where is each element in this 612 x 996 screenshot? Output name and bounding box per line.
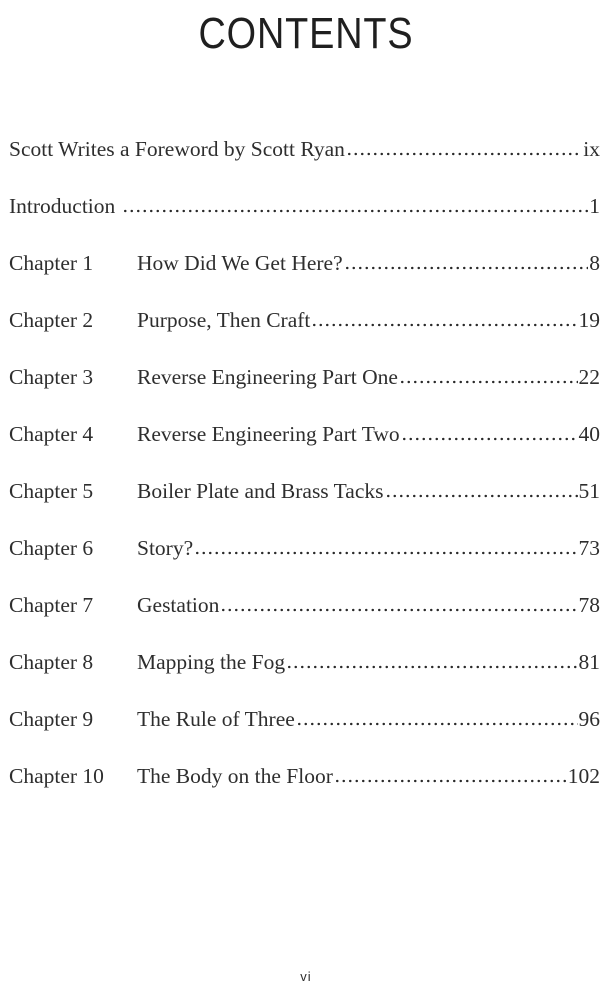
chapter-label: Chapter 10 bbox=[9, 763, 104, 788]
chapter-label: Chapter 7 bbox=[9, 592, 94, 617]
dot-leader bbox=[385, 494, 578, 498]
entry-page-number: 22 bbox=[578, 364, 600, 389]
chapter-label: Chapter 3 bbox=[9, 364, 94, 389]
entry-page-number: 8 bbox=[589, 250, 600, 275]
entry-page-number: 51 bbox=[578, 478, 600, 503]
entry-title: The Body on the Floor bbox=[137, 763, 333, 788]
entry-page-number: 73 bbox=[578, 535, 600, 560]
entry-title: Purpose, Then Craft bbox=[137, 307, 311, 332]
entry-page-number: 1 bbox=[589, 193, 600, 218]
toc-entry-chapter-8 bbox=[9, 650, 600, 707]
entry-title: How Did We Get Here? bbox=[137, 250, 343, 275]
table-of-contents bbox=[9, 137, 600, 821]
dot-leader bbox=[401, 437, 578, 441]
dot-leader bbox=[194, 551, 577, 555]
entry-page-number: 102 bbox=[567, 763, 600, 788]
chapter-label: Chapter 1 bbox=[9, 250, 94, 275]
chapter-label: Chapter 4 bbox=[9, 421, 94, 446]
entry-title: Introduction bbox=[9, 193, 121, 218]
chapter-label: Chapter 9 bbox=[9, 706, 94, 731]
entry-title: Mapping the Fog bbox=[137, 649, 286, 674]
toc-entry-chapter-7 bbox=[9, 593, 600, 650]
toc-entry-introduction bbox=[9, 194, 600, 251]
toc-entry-chapter-4 bbox=[9, 422, 600, 479]
entry-page-number: 96 bbox=[578, 706, 600, 731]
entry-title: Boiler Plate and Brass Tacks bbox=[137, 478, 384, 503]
toc-entry-foreword bbox=[9, 137, 600, 194]
entry-title: Scott Writes a Foreword by Scott Ryan bbox=[9, 136, 345, 161]
dot-leader bbox=[346, 152, 582, 156]
folio-page-number: vi bbox=[300, 969, 312, 984]
dot-leader bbox=[220, 608, 577, 612]
page-title: CONTENTS bbox=[198, 9, 414, 58]
chapter-label: Chapter 5 bbox=[9, 478, 94, 503]
dot-leader bbox=[286, 665, 577, 669]
entry-page-number: 78 bbox=[578, 592, 600, 617]
entry-title: Story? bbox=[137, 535, 194, 560]
entry-title: Reverse Engineering Part Two bbox=[137, 421, 400, 446]
chapter-label: Chapter 2 bbox=[9, 307, 94, 332]
chapter-label: Chapter 8 bbox=[9, 649, 94, 674]
dot-leader bbox=[334, 779, 567, 783]
chapter-label: Chapter 6 bbox=[9, 535, 94, 560]
entry-page-number: ix bbox=[583, 136, 600, 161]
entry-title: Gestation bbox=[137, 592, 220, 617]
toc-entry-chapter-3 bbox=[9, 365, 600, 422]
toc-entry-chapter-6 bbox=[9, 536, 600, 593]
dot-leader bbox=[296, 722, 578, 726]
dot-leader bbox=[311, 323, 577, 327]
entry-title: The Rule of Three bbox=[137, 706, 295, 731]
entry-title: Reverse Engineering Part One bbox=[137, 364, 398, 389]
toc-entry-chapter-10 bbox=[9, 764, 600, 821]
toc-entry-chapter-5 bbox=[9, 479, 600, 536]
toc-entry-chapter-9 bbox=[9, 707, 600, 764]
toc-entry-chapter-1 bbox=[9, 251, 600, 308]
dot-leader bbox=[399, 380, 578, 384]
entry-page-number: 19 bbox=[578, 307, 600, 332]
entry-page-number: 40 bbox=[578, 421, 600, 446]
entry-page-number: 81 bbox=[578, 649, 600, 674]
toc-entry-chapter-2 bbox=[9, 308, 600, 365]
dot-leader bbox=[344, 266, 589, 270]
dot-leader bbox=[122, 209, 589, 213]
